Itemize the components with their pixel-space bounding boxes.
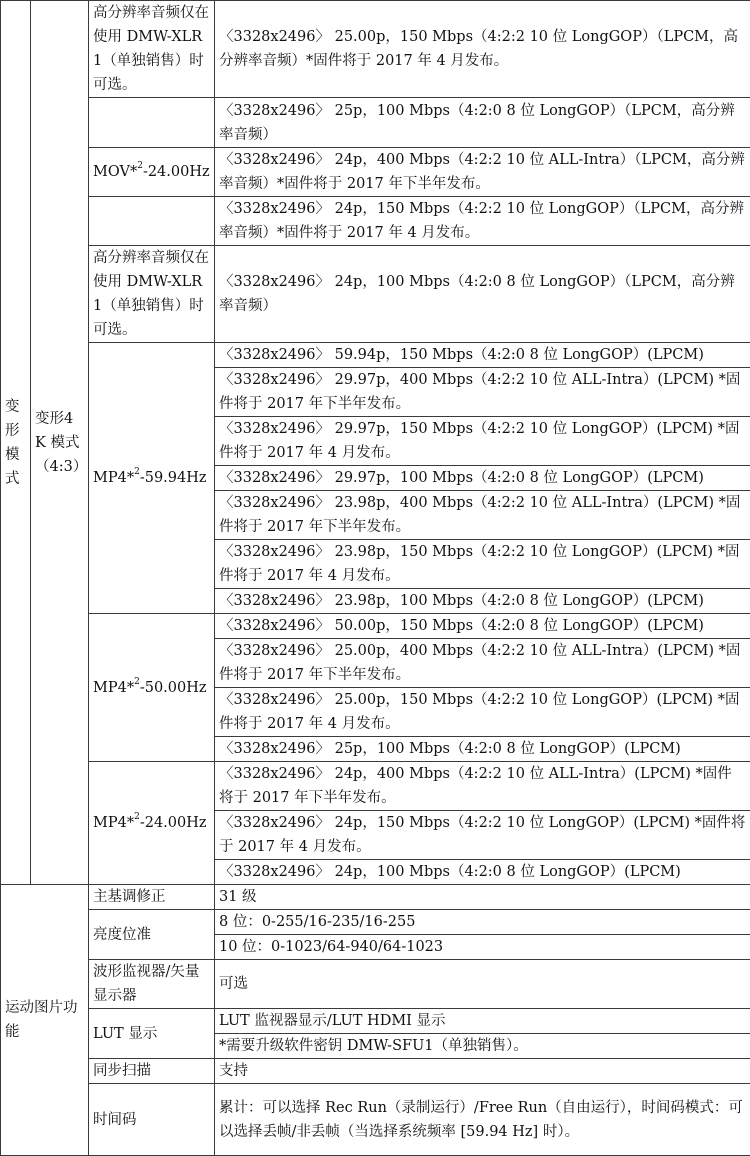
spec-cell: 〈3328x2496〉 24p，400 Mbps（4:2:2 10 位 ALL-Intra）(LPCM) *固件将于 2017 年下半年发布。: [215, 762, 750, 811]
spec-cell: 〈3328x2496〉 29.97p，150 Mbps（4:2:2 10 位 LongGOP）(LPCM) *固件将于 2017 年 4 月发布。: [215, 417, 750, 466]
table-row: [1, 246, 750, 343]
spec-cell: 〈3328x2496〉 29.97p，100 Mbps（4:2:0 8 位 LongGOP）(LPCM): [215, 466, 750, 491]
table-row: [1, 1084, 750, 1156]
row-value: 10 位：0-1023/64-940/64-1023: [215, 935, 750, 960]
table-row: [1, 1059, 750, 1084]
empty-cell: [89, 98, 215, 148]
spec-cell: 〈3328x2496〉 59.94p，150 Mbps（4:2:0 8 位 LongGOP）(LPCM): [215, 343, 750, 368]
row-value: 累计：可以选择 Rec Run（录制运行）/Free Run（自由运行），时间码模式：可以选择丢帧/非丢帧（当选择系统频率 [59.94 Hz] 时）。: [215, 1084, 750, 1156]
format-cell-mp4-2400: MP4*$^2$-24.00Hz: [89, 762, 215, 885]
empty-cell: [89, 197, 215, 246]
hires-note-cell: 高分辨率音频仅在使用 DMW-XLR1（单独销售）时可选。: [89, 1, 215, 98]
spec-cell: 〈3328x2496〉 23.98p，400 Mbps（4:2:2 10 位 ALL-Intra）(LPCM) *固件将于 2017 年下半年发布。: [215, 491, 750, 540]
spec-cell: 〈3328x2496〉 29.97p，400 Mbps（4:2:2 10 位 ALL-Intra）(LPCM) *固件将于 2017 年下半年发布。: [215, 368, 750, 417]
spec-cell: 〈3328x2496〉 24p，150 Mbps（4:2:2 10 位 LongGOP）(LPCM) *固件将于 2017 年 4 月发布。: [215, 811, 750, 860]
table-row: [1, 1, 750, 98]
row-value: 31 级: [215, 885, 750, 910]
table-row: [1, 614, 750, 639]
table-row: [1, 1009, 750, 1034]
spec-cell: 〈3328x2496〉 24p，150 Mbps（4:2:2 10 位 LongGOP）（LPCM，高分辨率音频）*固件将于 2017 年 4 月发布。: [215, 197, 750, 246]
table-row: [1, 197, 750, 246]
row-value: LUT 监视器显示/LUT HDMI 显示: [215, 1009, 750, 1034]
format-cell-mp4-5000: MP4*$^2$-50.00Hz: [89, 614, 215, 762]
row-label: LUT 显示: [89, 1009, 215, 1059]
spec-cell: 〈3328x2496〉 50.00p，150 Mbps（4:2:0 8 位 LongGOP）(LPCM): [215, 614, 750, 639]
row-value: 可选: [215, 960, 750, 1009]
spec-cell: 〈3328x2496〉 25p，100 Mbps（4:2:0 8 位 LongGOP）(LPCM): [215, 737, 750, 762]
table-row: [1, 98, 750, 148]
spec-cell: 〈3328x2496〉 25.00p，150 Mbps（4:2:2 10 位 LongGOP）(LPCM) *固件将于 2017 年 4 月发布。: [215, 688, 750, 737]
table-row: [1, 762, 750, 811]
row-label: 亮度位准: [89, 910, 215, 960]
section-label-anamorphic: 变形模式: [1, 1, 31, 885]
spec-cell: 〈3328x2496〉 23.98p，100 Mbps（4:2:0 8 位 LongGOP）(LPCM): [215, 589, 750, 614]
row-value: 8 位：0-255/16-235/16-255: [215, 910, 750, 935]
spec-cell: 〈3328x2496〉 25.00p，400 Mbps（4:2:2 10 位 ALL-Intra）(LPCM) *固件将于 2017 年下半年发布。: [215, 639, 750, 688]
spec-cell: 〈3328x2496〉 24p，100 Mbps（4:2:0 8 位 LongGOP）（LPCM，高分辨率音频）: [215, 246, 750, 343]
row-label: 同步扫描: [89, 1059, 215, 1084]
spec-cell: 〈3328x2496〉 25.00p，150 Mbps（4:2:2 10 位 LongGOP）（LPCM，高分辨率音频）*固件将于 2017 年 4 月发布。: [215, 1, 750, 98]
row-label: 主基调修正: [89, 885, 215, 910]
row-value: *需要升级软件密钥 DMW-SFU1（单独销售）。: [215, 1034, 750, 1059]
section-label-motion: 运动图片功能: [1, 885, 89, 1156]
spec-cell: 〈3328x2496〉 23.98p，150 Mbps（4:2:2 10 位 LongGOP）(LPCM) *固件将于 2017 年 4 月发布。: [215, 540, 750, 589]
hires-note-cell: 高分辨率音频仅在使用 DMW-XLR1（单独销售）时可选。: [89, 246, 215, 343]
table-row: [1, 148, 750, 197]
format-cell-mov-24: MOV*$^2$-24.00Hz: [89, 148, 215, 197]
format-cell-mp4-5994: MP4*$^2$-59.94Hz: [89, 343, 215, 614]
table-row: [1, 885, 750, 910]
spec-cell: 〈3328x2496〉 24p，400 Mbps（4:2:2 10 位 ALL-Intra）（LPCM，高分辨率音频）*固件将于 2017 年下半年发布。: [215, 148, 750, 197]
table-row: [1, 343, 750, 368]
spec-cell: 〈3328x2496〉 25p，100 Mbps（4:2:0 8 位 LongGOP）（LPCM，高分辨率音频）: [215, 98, 750, 148]
row-value: 支持: [215, 1059, 750, 1084]
section-sublabel-anamorphic: 变形4K 模式（4:3）: [31, 1, 89, 885]
table-row: [1, 960, 750, 1009]
spec-cell: 〈3328x2496〉 24p，100 Mbps（4:2:0 8 位 LongGOP）(LPCM): [215, 860, 750, 885]
row-label: 时间码: [89, 1084, 215, 1156]
row-label: 波形监视器/矢量显示器: [89, 960, 215, 1009]
table-row: [1, 910, 750, 935]
